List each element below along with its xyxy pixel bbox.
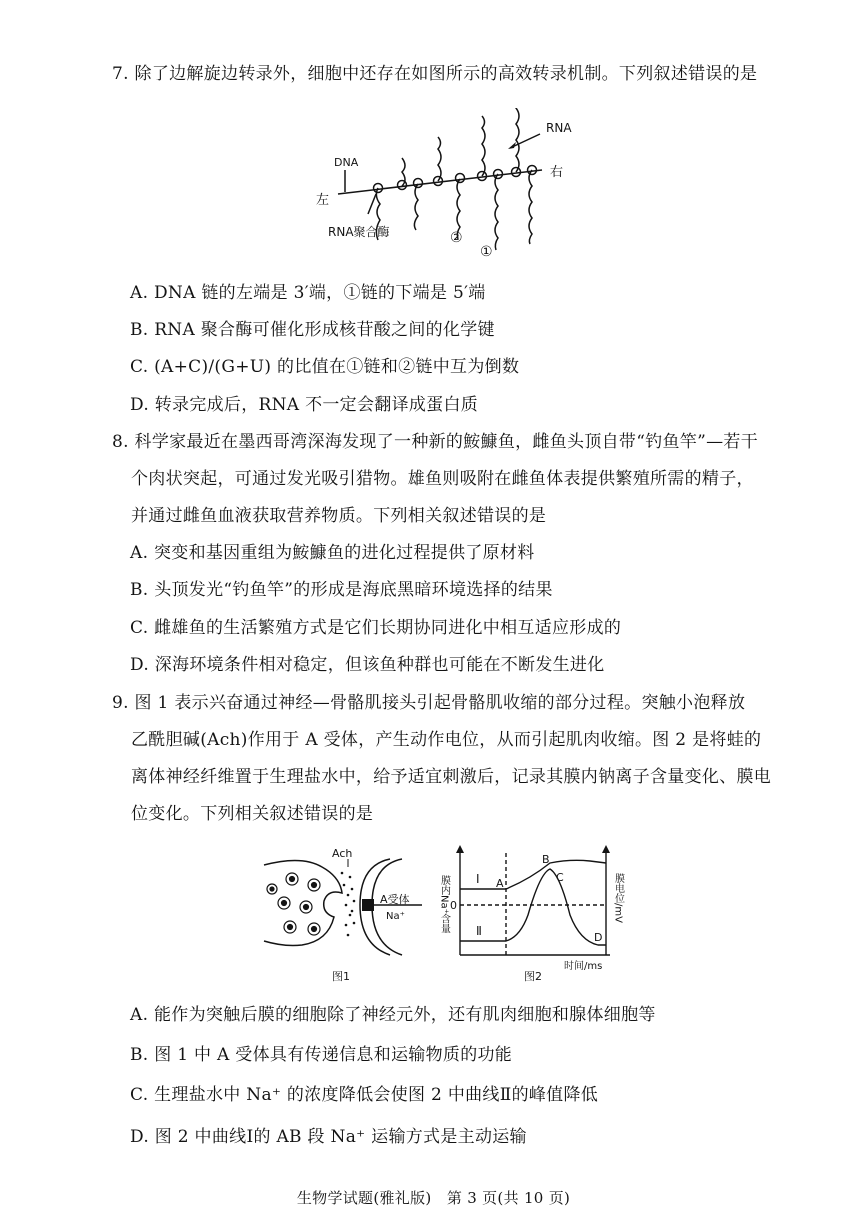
q9-stem-line-3: 离体神经纤维置于生理盐水中，给予适宜刺激后，记录其膜内钠离子含量变化、膜电 bbox=[131, 767, 772, 787]
q9-option-c: C. 生理盐水中 Na⁺ 的浓度降低会使图 2 中曲线Ⅱ的峰值降低 bbox=[130, 1085, 599, 1105]
q8-option-c: C. 雌雄鱼的生活繁殖方式是它们长期协同进化中相互适应形成的 bbox=[130, 618, 622, 638]
label-time-axis: 时间/ms bbox=[564, 961, 603, 972]
label-point-b: B bbox=[542, 853, 550, 866]
label-ach: Ach bbox=[332, 847, 353, 860]
q8-option-a: A. 突变和基因重组为鮟鱇鱼的进化过程提供了原材料 bbox=[130, 543, 535, 563]
q8-stem-line-2: 个肉状突起，可通过发光吸引猎物。雄鱼则吸附在雌鱼体表提供繁殖所需的精子， bbox=[131, 469, 754, 489]
label-rna: RNA bbox=[546, 121, 572, 135]
label-strand-2: ② bbox=[450, 230, 463, 246]
label-curve-1: Ⅰ bbox=[476, 872, 480, 886]
q8-option-b: B. 头顶发光“钓鱼竿”的形成是海底黑暗环境选择的结果 bbox=[130, 580, 553, 600]
q9-stem-line-1: 9. 图 1 表示兴奋通过神经—骨骼肌接头引起骨骼肌收缩的部分过程。突触小泡释放 bbox=[112, 693, 746, 713]
label-curve-2: Ⅱ bbox=[476, 924, 482, 938]
q8-option-d: D. 深海环境条件相对稳定，但该鱼种群也可能在不断发生进化 bbox=[130, 655, 605, 675]
label-zero: 0 bbox=[450, 899, 457, 912]
rna-chain bbox=[529, 170, 532, 244]
rna-chain bbox=[438, 137, 441, 181]
q7-option-d: D. 转录完成后，RNA 不一定会翻译成蛋白质 bbox=[130, 395, 479, 415]
label-right: 右 bbox=[550, 165, 564, 180]
q9-option-d: D. 图 2 中曲线Ⅰ的 AB 段 Na⁺ 运输方式是主动运输 bbox=[130, 1127, 527, 1147]
q7-stem: 7. 除了边解旋边转录外，细胞中还存在如图所示的高效转录机制。下列叙述错误的是 bbox=[112, 64, 758, 84]
q8-stem-line-3: 并通过雌鱼血液获取营养物质。下列相关叙述错误的是 bbox=[131, 506, 547, 526]
label-rna-polymerase: RNA聚合酶 bbox=[328, 225, 390, 239]
figure-2-caption: 图2 bbox=[524, 970, 542, 983]
figure-1-synapse bbox=[262, 845, 432, 985]
rna-chain bbox=[482, 116, 485, 176]
figure-1-caption: 图1 bbox=[332, 970, 350, 983]
rna-chain bbox=[516, 108, 519, 172]
label-dna: DNA bbox=[334, 156, 359, 169]
label-strand-1: ① bbox=[480, 244, 493, 260]
label-a-receptor: A受体 bbox=[380, 893, 410, 906]
figure-2-graph bbox=[430, 845, 640, 985]
label-point-d: D bbox=[594, 931, 603, 944]
q7-option-c: C. (A+C)/(G+U) 的比值在①链和②链中互为倒数 bbox=[130, 357, 520, 377]
q8-stem-line-1: 8. 科学家最近在墨西哥湾深海发现了一种新的鮟鱇鱼，雌鱼头顶自带“钓鱼竿”—若干 bbox=[112, 432, 759, 452]
rna-chain bbox=[414, 184, 418, 230]
q7-option-b: B. RNA 聚合酶可催化形成核苷酸之间的化学键 bbox=[130, 320, 495, 340]
q9-option-b: B. 图 1 中 A 受体具有传递信息和运输物质的功能 bbox=[130, 1045, 513, 1065]
q9-option-a: A. 能作为突触后膜的细胞除了神经元外，还有肌肉细胞和腺体细胞等 bbox=[130, 1005, 656, 1025]
label-point-a: A bbox=[496, 877, 504, 890]
q9-stem-line-2: 乙酰胆碱(Ach)作用于 A 受体，产生动作电位，从而引起肌肉收缩。图 2 是将蛙的 bbox=[131, 730, 762, 750]
label-membrane-potential: 膜电位/mV bbox=[612, 873, 624, 923]
label-na-ion: Na⁺ bbox=[386, 911, 405, 922]
curve-1 bbox=[460, 860, 606, 889]
q9-stem-line-4: 位变化。下列相关叙述错误的是 bbox=[131, 804, 374, 824]
page-footer: 生物学试题(雅礼版) 第 3 页(共 10 页) bbox=[296, 1189, 571, 1207]
transcription-diagram bbox=[310, 108, 600, 268]
label-point-c: C bbox=[556, 871, 564, 884]
label-na-content: 膜内Na⁺含量 bbox=[438, 875, 450, 934]
rna-chain bbox=[495, 174, 498, 250]
label-left: 左 bbox=[316, 193, 330, 208]
q7-option-a: A. DNA 链的左端是 3′端，①链的下端是 5′端 bbox=[130, 283, 486, 303]
